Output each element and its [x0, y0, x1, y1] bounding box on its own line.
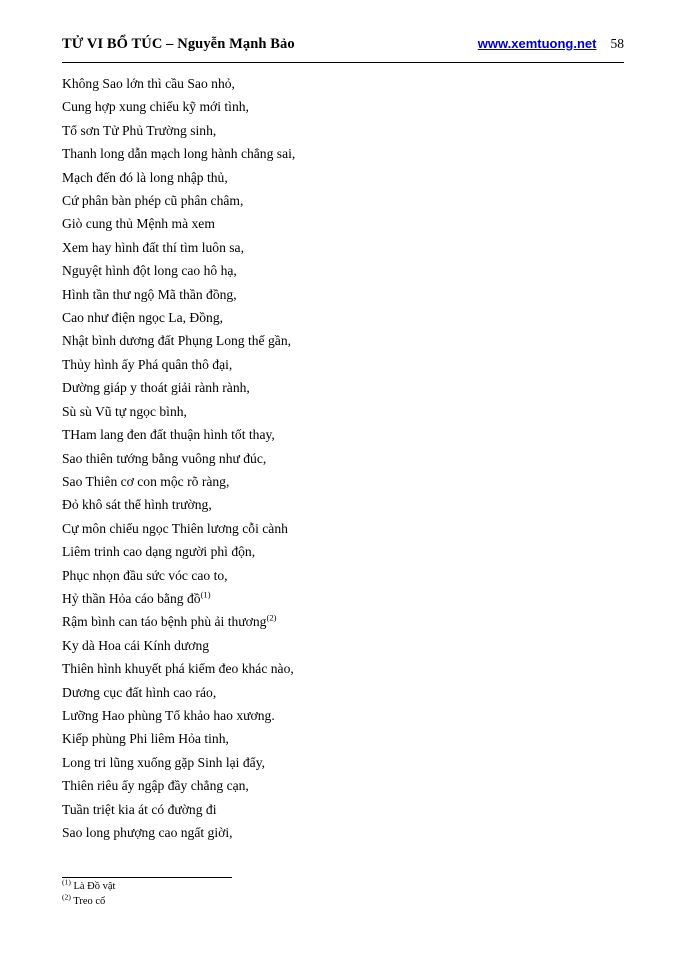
poem-line-text: Mạch đến đó là long nhập thủ,: [62, 169, 228, 185]
footnote-divider: [62, 877, 232, 878]
poem-body: [62, 72, 624, 844]
poem-line-text: Tuần triệt kia át có đường đi: [62, 801, 217, 817]
poem-line-text: Sao thiên tướng bằng vuông như đúc,: [62, 450, 267, 466]
poem-line-text: Đỏ khô sát thể hình trường,: [62, 497, 212, 513]
poem-line: [62, 610, 624, 633]
header-title: TỬ VI BỔ TÚC – Nguyễn Mạnh Bảo: [62, 36, 295, 52]
poem-line: [62, 681, 624, 704]
poem-line: [62, 259, 624, 282]
poem-line: [62, 283, 624, 306]
poem-line-text: Long tri lũng xuống gặp Sinh lại đẩy,: [62, 754, 266, 770]
poem-line-text: Lưỡng Hao phùng Tổ khảo hao xương.: [62, 707, 275, 723]
poem-line-text: Phục nhọn đầu sức vóc cao to,: [62, 567, 228, 583]
poem-line-text: Dường giáp y thoát giải rành rành,: [62, 380, 250, 396]
poem-line: [62, 517, 624, 540]
poem-line: [62, 329, 624, 352]
poem-line-text: Cung hợp xung chiếu kỹ mới tình,: [62, 99, 249, 115]
poem-line-footnote-marker: (1): [200, 589, 211, 600]
poem-line-text: Thiên hình khuyết phá kiếm đeo khác nào,: [62, 661, 294, 677]
poem-line: [62, 564, 624, 587]
poem-line-text: Xem hay hình đất thí tìm luôn sa,: [62, 239, 244, 255]
poem-line-text: Hỷ thần Hỏa cáo bằng đồ: [62, 590, 201, 606]
poem-line-text: Sao long phượng cao ngất giời,: [62, 825, 233, 840]
poem-line: [62, 751, 624, 774]
page-header: [62, 36, 624, 53]
poem-line-text: Ky dà Hoa cái Kính dương: [62, 637, 210, 653]
footnote-text: Là Đồ vật: [73, 881, 116, 892]
poem-line-text: Thanh long dẫn mạch long hành chẳng sai,: [62, 146, 296, 162]
footnote-area: [62, 877, 462, 909]
poem-line-text: Sao Thiên cơ con mộc rõ ràng,: [62, 473, 230, 489]
poem-line-text: Giò cung thủ Mệnh mà xem: [62, 216, 215, 232]
footnote-item: [62, 892, 462, 910]
poem-line-text: Hình tần thư ngộ Mã thần đồng,: [62, 286, 237, 302]
footnote-item: [62, 877, 462, 895]
footnote-text: Treo cổ: [73, 895, 106, 907]
poem-line-text: Cao như điện ngọc La, Đồng,: [62, 310, 224, 326]
poem-line-text: Kiếp phùng Phi liêm Hỏa tinh,: [62, 731, 229, 747]
header-right-group: [478, 36, 624, 52]
poem-line: [62, 212, 624, 235]
poem-line: [62, 423, 624, 446]
header-website-link[interactable]: www.xemtuong.net: [477, 36, 597, 51]
footnote-marker: (2): [62, 892, 71, 901]
poem-line-text: Liêm trinh cao dạng người phì độn,: [62, 544, 256, 560]
footnote-marker: (1): [62, 877, 71, 887]
poem-line: [62, 587, 624, 610]
poem-line-text: Không Sao lớn thì cầu Sao nhỏ,: [62, 76, 235, 91]
poem-line: [62, 353, 624, 376]
poem-line: [62, 727, 624, 750]
poem-line-text: Nhật bình dương đất Phụng Long thế gần,: [62, 333, 292, 349]
poem-line: [62, 95, 624, 118]
poem-line-text: Dương cục đất hình cao ráo,: [62, 684, 217, 700]
poem-line: [62, 798, 624, 821]
poem-line: [62, 470, 624, 493]
poem-line: [62, 821, 624, 844]
poem-line-text: Sù sù Vũ tự ngọc bình,: [62, 403, 187, 419]
poem-line: [62, 236, 624, 259]
poem-line: [62, 493, 624, 516]
poem-line: [62, 774, 624, 797]
poem-line: [62, 166, 624, 189]
poem-line: [62, 376, 624, 399]
poem-line: [62, 72, 624, 95]
poem-line-text: Thủy hình ấy Phá quân thô đại,: [62, 356, 233, 372]
poem-line-text: Rậm bình can táo bệnh phù ải thương: [62, 614, 267, 630]
poem-line: [62, 657, 624, 680]
poem-line-text: Tổ sơn Tử Phủ Trường sinh,: [62, 122, 217, 138]
poem-line: [62, 189, 624, 212]
poem-line-text: Cự môn chiếu ngọc Thiên lương cỗi cành: [62, 520, 288, 536]
poem-line-text: Thiên riêu ấy ngập đầy chẳng cạn,: [62, 778, 249, 794]
poem-line-text: Nguyệt hình đột long cao hô hạ,: [62, 263, 237, 279]
poem-line: [62, 142, 624, 165]
poem-line: [62, 306, 624, 329]
page-number: 58: [610, 36, 624, 51]
poem-line-text: Cứ phân bàn phép cũ phân châm,: [62, 193, 244, 209]
poem-line: [62, 704, 624, 727]
poem-line: [62, 540, 624, 563]
poem-line: [62, 447, 624, 470]
poem-line: [62, 634, 624, 657]
poem-line-footnote-marker: (2): [266, 612, 277, 623]
header-divider: [62, 62, 624, 63]
poem-line-text: THam lang đen đất thuận hình tốt thay,: [62, 427, 275, 443]
poem-line: [62, 119, 624, 142]
poem-line: [62, 400, 624, 423]
